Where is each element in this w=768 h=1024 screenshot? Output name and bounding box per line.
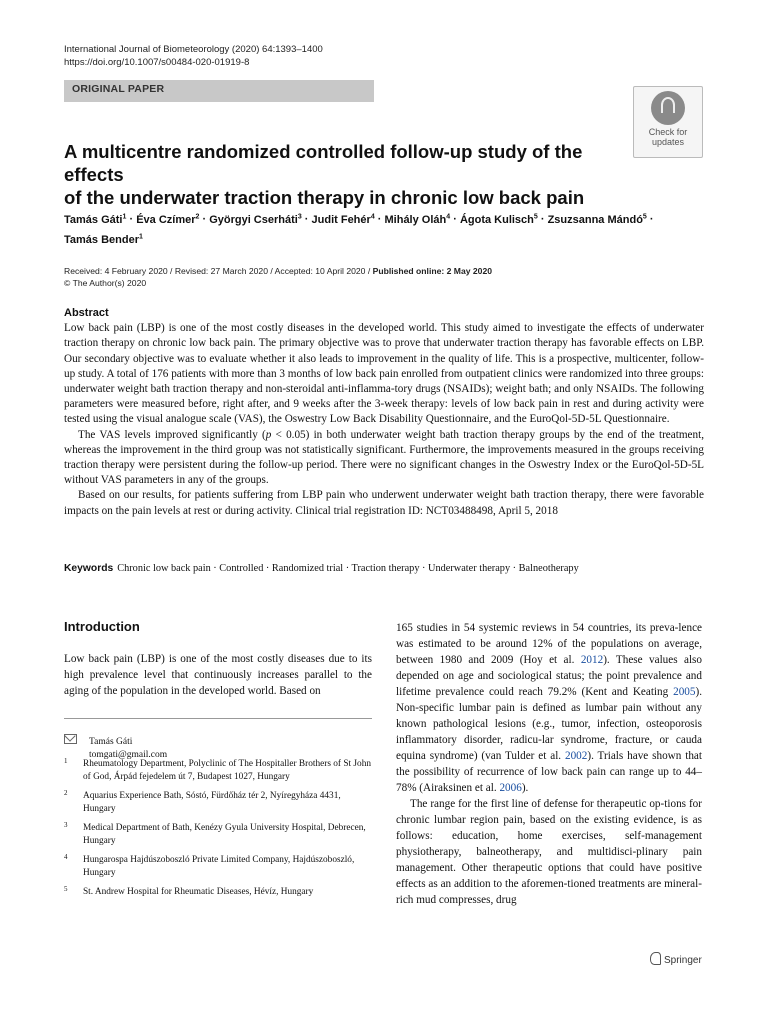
springer-horse-icon [650, 952, 661, 965]
keywords-text: Chronic low back pain · Controlled · Randomized trial · Traction therapy · Underwater therapy · Balneotherapy [117, 563, 579, 574]
article-type-banner [64, 80, 374, 102]
author-7[interactable]: Zsuzsanna Mándó$^5$ [547, 213, 647, 226]
abstract-paragraph-2: The VAS levels improved significantly (p < 0.05) in both underwater weight bath traction therapy groups by the end of the treatment, whereas the improvement in the third group was not statistically significant. Furthermore, the improvements measured in the groups receiving traction therapy were persistent during the follow-up period. There were no significant changes in the Oswestry Index or the EuroQol-5D-5L without VAS parameters in any of the groups. [64, 428, 704, 487]
author-2[interactable]: Éva Czímer$^2$ [136, 213, 200, 226]
citation-link[interactable]: 2006 [499, 782, 522, 794]
abstract-section [64, 306, 704, 519]
doi-link[interactable]: https://doi.org/10.1007/s00484-020-01919-8 [64, 57, 250, 68]
citation-link[interactable]: 2012 [580, 654, 604, 666]
author-list: Tamás Gáti$^1$ · Éva Czímer$^2$ · Györgyi Cserháti$^3$ · Judit Fehér$^4$ · Mihály Oláh$^4$ · Ágota Kulisch$^5$ · Zsuzsanna Mándó$^5$ · Tamás Bender$^1$ [64, 213, 654, 247]
journal-citation: International Journal of Biometeorology (2020) 64:1393–1400 [64, 44, 323, 55]
intro-right-column [396, 620, 702, 908]
corresponding-email[interactable]: tomgati@gmail.com [89, 750, 168, 760]
affiliation-2: 2 Aquarius Experience Bath, Sóstó, Fürdőház tér 2, Nyíregyháza 4431, Hungary [64, 789, 341, 814]
author-5[interactable]: Mihály Oláh$^4$ [384, 213, 451, 226]
publisher-logo [650, 952, 702, 966]
received-dates: Received: 4 February 2020 / Revised: 27 March 2020 / Accepted: 10 April 2020 / [64, 266, 373, 276]
journal-header [64, 43, 323, 69]
check-updates-icon [651, 91, 685, 125]
envelope-icon [64, 734, 77, 744]
author-8[interactable]: Tamás Bender$^1$ [64, 233, 143, 247]
affiliation-1: 1 Rheumatology Department, Polyclinic of The Hospitaller Brothers of St John of God, Árpád fejedelem út 7, Budapest 1027, Hungary [64, 757, 371, 782]
affiliation-3: 3 Medical Department of Bath, Kenézy Gyula University Hospital, Debrecen, Hungary [64, 821, 366, 846]
keywords [64, 563, 704, 574]
introduction-heading: Introduction [64, 619, 140, 634]
affiliation-4: 4 Hungarospa Hajdúszoboszló Private Limited Company, Hajdúszoboszló, Hungary [64, 853, 355, 878]
article-dates [64, 265, 492, 289]
published-date: Published online: 2 May 2020 [372, 266, 493, 276]
publisher-name: Springer [664, 955, 702, 966]
corresponding-author: Tamás Gáti [89, 737, 133, 747]
intro-left-text: Low back pain (LBP) is one of the most costly diseases due to its high prevalence level that continuously increases parallel to the aging of the population in the developed world. Based on [64, 653, 372, 697]
intro-left-column [64, 651, 372, 699]
keywords-label: Keywords [64, 563, 114, 574]
footnote-divider [64, 718, 372, 719]
badge-line2: updates [651, 137, 685, 147]
abstract-paragraph-1: Low back pain (LBP) is one of the most costly diseases in the developed world. This study aimed to investigate the effects of underwater traction therapy on chronic low back pain. The primary objective was to prove that underwater traction therapy has favorable effects on LBP. Our secondary objective was to evaluate whether it also leads to improvement in the quality of life. This is a prospective, multicenter, follow-up study. A total of 176 patients with more than 3 months of low back pain enrolled from outpatient clinics were randomized into three groups: underwater weight bath traction therapy and non-steroidal anti-inflamma-tory drugs (NSAIDs); weight bath; and only NSAIDs. The following parameters were measured before, right after, and 9 weeks after the 3-week therapy: levels of low back pain in rest and during activity were tested using the visual analogue scale (VAS), the Oswestry Low Back Disability Questionnaire, and the EuroQol-5D-5L Questionnaire. [64, 322, 704, 426]
affiliation-5: 5 St. Andrew Hospital for Rheumatic Diseases, Hévíz, Hungary [64, 885, 314, 897]
badge-line1: Check for [648, 127, 688, 137]
author-3[interactable]: Györgyi Cserháti$^3$ [209, 213, 302, 226]
copyright: © The Author(s) 2020 [64, 278, 147, 288]
abstract-paragraph-3: Based on our results, for patients suffering from LBP pain who underwent underwater weight bath traction therapy, there were favorable impacts on the pain levels at rest or during activity. Clinical trial registration ID: NCT03488498, April 5, 2018 [64, 489, 704, 517]
abstract-heading: Abstract [64, 307, 109, 319]
intro-paragraph-2: The range for the first line of defense for therapeutic op-tions for chronic lumbar region pain, based on the existing evidence, is as follows: education, home exercises, self-management physiotherapy, balneotherapy, and multidisci-plinary pain management. Other therapeutic options that could have positive effects as an addition to the aforemen-tioned treatments are mineral-rich mud compresses, drug [396, 798, 702, 906]
check-for-updates-badge[interactable] [633, 86, 703, 158]
author-6[interactable]: Ágota Kulisch$^5$ [459, 213, 538, 226]
article-type-label: ORIGINAL PAPER [72, 83, 165, 95]
intro-paragraph-1: 165 studies in 54 systemic reviews in 54 countries, its preva-lence was estimated to be around 12% of the populations on average, between 1980 and 2009 (Hoy et al. 2012). These values also depended on age and sociological status; the point prevalence and lifetime prevalence could reach 79.2% (Kent and Keating 2005). Non-specific lumbar pain is defined as lumbar pain without any known pathological lesions (e.g., tumor, infection, osteoporosis inflammatory disorder, radicu-lar syndrome, fracture, or cauda equina syndrome) (van Tulder et al. 2002). Trials have shown that the possibility of recurrence of low back pain can range up to 44–78% (Airaksinen et al. 2006). [396, 622, 702, 794]
article-title [64, 140, 624, 209]
citation-link[interactable]: 2002 [564, 750, 588, 762]
author-4[interactable]: Judit Fehér$^4$ [311, 213, 375, 226]
title-line2: of the underwater traction therapy in chronic low back pain [64, 187, 585, 208]
author-1[interactable]: Tamás Gáti$^1$ [64, 213, 127, 226]
title-line1: A multicentre randomized controlled follow-up study of the effects [64, 141, 583, 185]
citation-link[interactable]: 2005 [673, 686, 696, 698]
